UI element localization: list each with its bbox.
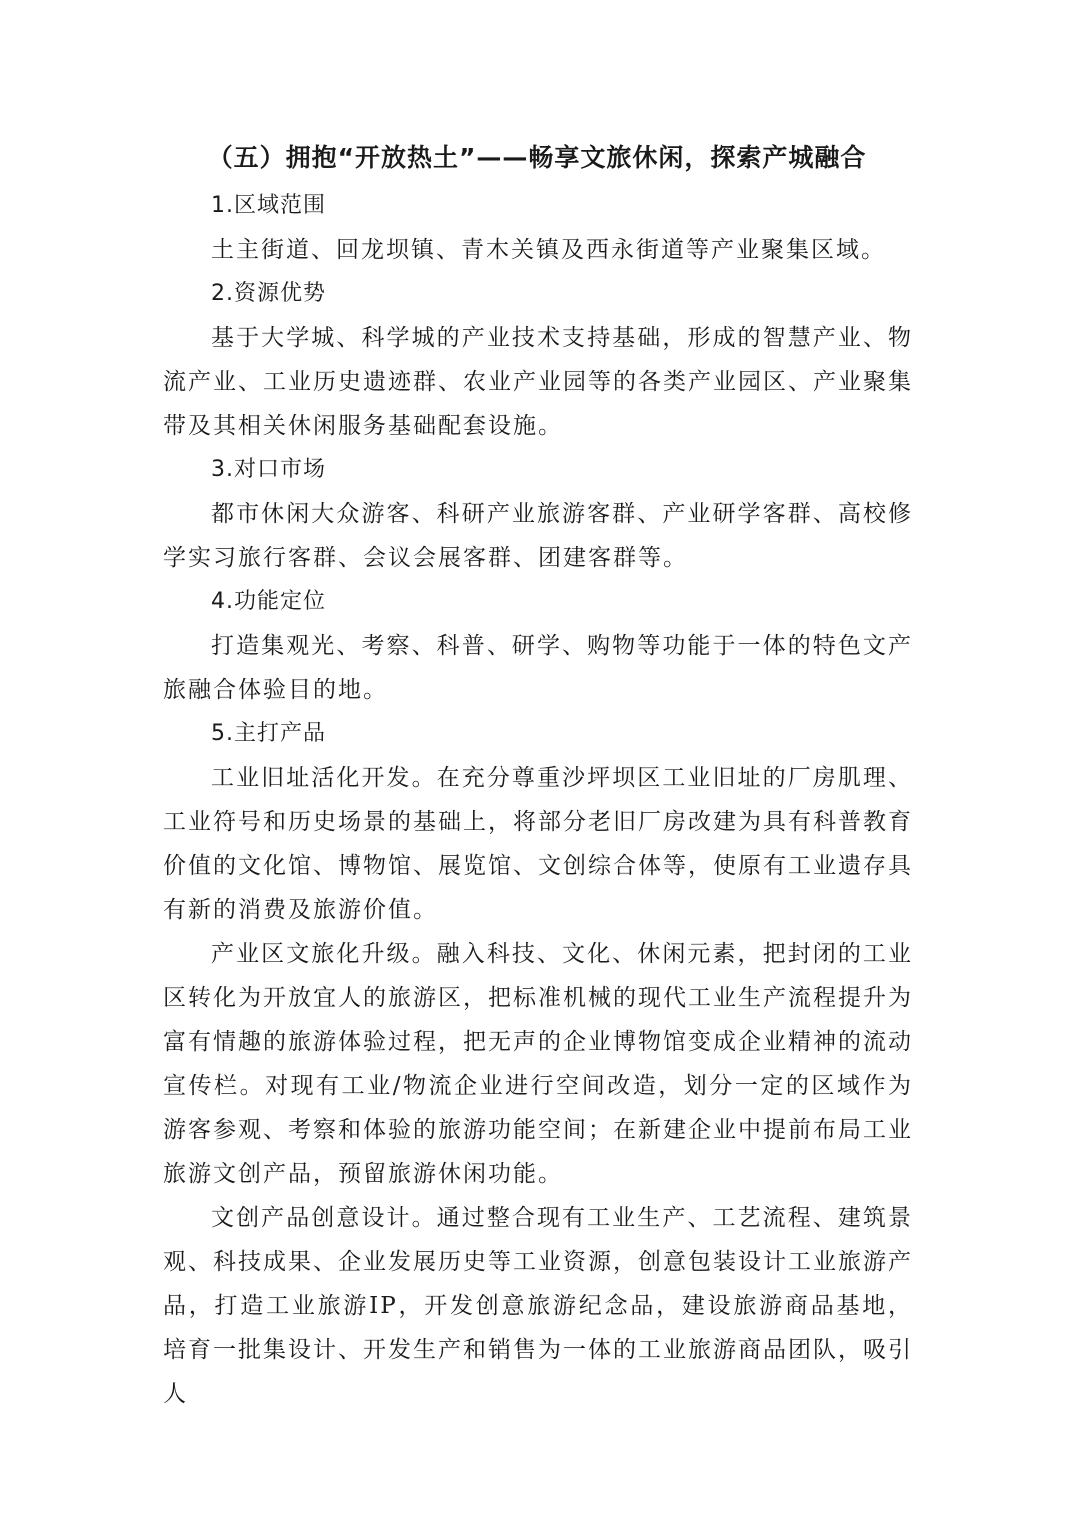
section-title: （五）拥抱“开放热土”——畅享文旅休闲，探索产城融合 — [207, 143, 867, 172]
heading-main-products: 5.主打产品 — [211, 721, 326, 746]
heading-target-market: 3.对口市场 — [211, 457, 326, 482]
paragraph-function-positioning: 打造集观光、考察、科普、研学、购物等功能于一体的特色文产旅融合体验目的地。 — [163, 633, 913, 703]
paragraph-resource-advantage: 基于大学城、科学城的产业技术支持基础，形成的智慧产业、物流产业、工业历史遗迹群、农业产业园等的各类产业园区、产业聚集带及其相关休闲服务基础配套设施。 — [163, 325, 913, 439]
heading-function-positioning: 4.功能定位 — [211, 589, 326, 614]
paragraph-creative-product-design: 文创产品创意设计。通过整合现有工业生产、工艺流程、建筑景观、科技成果、企业发展历史等工业资源，创意包装设计工业旅游产品，打造工业旅游IP，开发创意旅游纪念品，建设旅游商品基地，培育一批集设计、开发生产和销售为一体的工业旅游商品团队，吸引人 — [163, 1205, 913, 1407]
paragraph-region-scope: 土主街道、回龙坝镇、青木关镇及西永街道等产业聚集区域。 — [211, 237, 886, 263]
paragraph-industrial-zone-upgrade: 产业区文旅化升级。融入科技、文化、休闲元素，把封闭的工业区转化为开放宜人的旅游区，把标准机械的现代工业生产流程提升为富有情趣的旅游体验过程，把无声的企业博物馆变成企业精神的流动宣传栏。对现有工业/物流企业进行空间改造，划分一定的区域作为游客参观、考察和体验的旅游功能空间；在新建企业中提前布局工业旅游文创产品，预留旅游休闲功能。 — [163, 941, 913, 1187]
heading-region-scope: 1.区域范围 — [211, 193, 326, 218]
paragraph-industrial-site-revitalization: 工业旧址活化开发。在充分尊重沙坪坝区工业旧址的厂房肌理、工业符号和历史场景的基础上，将部分老旧厂房改建为具有科普教育价值的文化馆、博物馆、展览馆、文创综合体等，使原有工业遗存具有新的消费及旅游价值。 — [163, 765, 913, 923]
paragraph-target-market: 都市休闲大众游客、科研产业旅游客群、产业研学客群、高校修学实习旅行客群、会议会展客群、团建客群等。 — [163, 501, 913, 571]
heading-resource-advantage: 2.资源优势 — [211, 281, 326, 306]
